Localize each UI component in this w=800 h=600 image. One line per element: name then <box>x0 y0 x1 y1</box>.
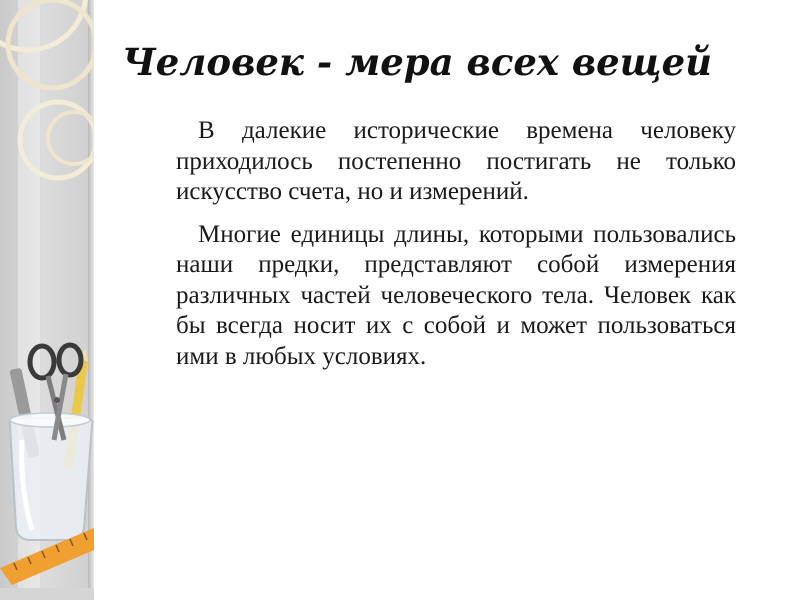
slide-title: Человек - мера всех вещей <box>122 40 713 84</box>
slide-body <box>176 116 736 384</box>
sidebar-illustration <box>0 0 94 600</box>
pencil-cup-icon <box>9 348 92 540</box>
decorative-sidebar <box>0 0 94 600</box>
paragraph-1: В далекие исторические времена человеку приходилось постепенно постигать не только искусство счета, но и измерений. <box>176 117 736 205</box>
paragraph-2: Многие единицы длины, которыми пользовались наши предки, представляют собой измерения различных частей человеческого тела. Человек как бы всегда носит их с собой и может пользоваться ими в любых условиях. <box>176 220 736 370</box>
rings-icon <box>0 0 94 178</box>
